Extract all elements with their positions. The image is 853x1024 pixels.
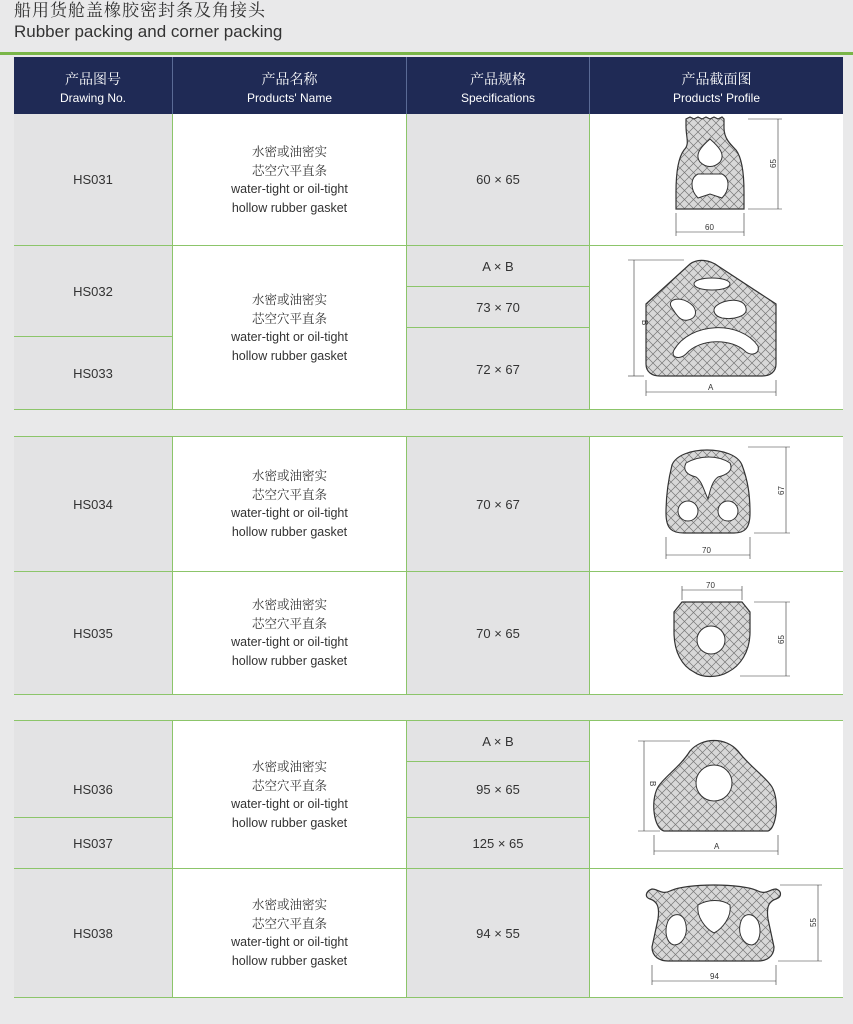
name-en-line2: hollow rubber gasket <box>231 654 348 668</box>
name-en-line1: water-tight or oil-tight <box>231 935 348 949</box>
header-specifications-en: Specifications <box>460 91 536 105</box>
code-hs033: HS033 <box>73 366 113 381</box>
name-cn-line1: 水密或油密实 <box>251 143 327 159</box>
column-divider <box>406 721 407 997</box>
product-name-hs032-hs033 <box>173 246 406 410</box>
dim-width-hs038: 94 <box>710 972 719 981</box>
spec-hs035: 70 × 65 <box>476 625 520 641</box>
dim-width-hs035: 70 <box>706 581 715 590</box>
name-en-line2: hollow rubber gasket <box>231 200 348 215</box>
header-products-profile-en: Products' Profile <box>673 91 760 105</box>
title-chinese: 船用货舱盖橡胶密封条及角接头 <box>14 1 266 21</box>
dim-height-hs034: 67 <box>777 486 786 495</box>
profile-hs032-hs033 <box>590 246 843 410</box>
profile-drawing-hs035 <box>590 572 843 694</box>
product-name-hs034 <box>173 437 406 571</box>
spec-hs031: 60 × 65 <box>476 172 520 187</box>
dim-height-hs031: 65 <box>769 159 778 168</box>
profile-drawing-hs034 <box>590 437 843 571</box>
header-products-name <box>173 57 406 114</box>
column-divider <box>589 437 590 694</box>
header-drawing-no <box>14 57 172 114</box>
header-products-profile-cn: 产品截面图 <box>681 72 752 88</box>
name-en-line1: water-tight or oil-tight <box>231 181 348 196</box>
name-cn-line1: 水密或油密实 <box>251 597 327 612</box>
profile-hs034 <box>590 437 843 571</box>
profile-drawing-hs032 <box>590 246 843 410</box>
header-products-name-cn: 产品名称 <box>261 72 318 88</box>
name-en-line1: water-tight or oil-tight <box>231 330 348 344</box>
table-header <box>14 57 843 114</box>
code-hs031: HS031 <box>73 172 113 187</box>
profile-hs031 <box>590 114 843 245</box>
name-en-line2: hollow rubber gasket <box>231 954 348 968</box>
spec-label-axb-2: A × B <box>482 733 514 749</box>
column-divider <box>172 437 173 694</box>
spec-hs036: 95 × 65 <box>476 782 520 797</box>
dim-width-group2: A <box>714 842 720 851</box>
table-block-1 <box>14 114 843 410</box>
name-en-line1: water-tight or oil-tight <box>231 796 348 811</box>
dim-height-group2: B <box>648 781 657 787</box>
name-cn-line2: 芯空穴平直条 <box>251 162 327 178</box>
spec-hs038: 94 × 55 <box>476 925 520 941</box>
product-name-hs035 <box>173 572 406 694</box>
dim-width-group1: A <box>708 383 714 392</box>
column-divider <box>406 437 407 694</box>
column-divider <box>172 721 173 997</box>
header-products-profile <box>590 57 843 114</box>
spec-label-axb: A × B <box>482 258 514 274</box>
table-block-2 <box>14 436 843 695</box>
spec-hs037: 125 × 65 <box>472 835 524 851</box>
spec-hs032: 73 × 70 <box>476 299 520 315</box>
dim-height-group1: B <box>640 320 649 326</box>
code-hs035: HS035 <box>73 625 113 641</box>
dim-width-hs031: 60 <box>705 223 714 232</box>
profile-drawing-hs031 <box>590 114 843 245</box>
header-products-name-en: Products' Name <box>247 91 332 105</box>
code-hs036: HS036 <box>73 781 113 797</box>
title-english: Rubber packing and corner packing <box>14 21 283 41</box>
product-name-hs038 <box>173 869 406 997</box>
name-cn-line1: 水密或油密实 <box>251 897 327 912</box>
dim-height-hs035: 65 <box>777 635 786 644</box>
profile-hs038 <box>590 869 843 997</box>
column-divider <box>406 114 407 410</box>
code-hs032: HS032 <box>73 283 113 299</box>
dim-height-hs038: 55 <box>809 918 818 927</box>
code-hs034: HS034 <box>73 496 113 512</box>
header-specifications-cn: 产品规格 <box>470 72 526 88</box>
column-divider <box>172 114 173 410</box>
header-drawing-no-en: Drawing No. <box>59 91 127 105</box>
name-cn-line2: 芯空穴平直条 <box>251 916 327 931</box>
profile-drawing-hs038 <box>590 869 843 997</box>
name-cn-line1: 水密或油密实 <box>251 468 327 483</box>
block-bottom-rule <box>14 694 843 695</box>
name-en-line2: hollow rubber gasket <box>231 815 348 830</box>
profile-hs035 <box>590 572 843 694</box>
profile-drawing-hs036 <box>590 721 843 868</box>
column-divider <box>589 114 590 410</box>
block-bottom-rule <box>14 997 843 998</box>
table-block-3 <box>14 720 843 998</box>
spec-hs034: 70 × 67 <box>476 496 520 512</box>
column-divider <box>589 721 590 997</box>
code-hs037: HS037 <box>73 835 113 851</box>
name-cn-line1: 水密或油密实 <box>251 292 327 307</box>
block-bottom-rule <box>14 409 843 410</box>
name-cn-line2: 芯空穴平直条 <box>251 311 327 326</box>
page-title <box>14 2 282 41</box>
name-cn-line1: 水密或油密实 <box>251 758 327 774</box>
name-cn-line2: 芯空穴平直条 <box>251 487 327 502</box>
header-specifications <box>407 57 589 114</box>
header-drawing-no-cn: 产品图号 <box>65 72 121 88</box>
name-cn-line2: 芯空穴平直条 <box>251 777 327 793</box>
dim-width-hs034: 70 <box>702 546 711 555</box>
product-name-hs031 <box>173 114 406 245</box>
name-cn-line2: 芯空穴平直条 <box>251 616 327 631</box>
profile-hs036-hs037 <box>590 721 843 868</box>
name-en-line1: water-tight or oil-tight <box>231 635 348 649</box>
name-en-line2: hollow rubber gasket <box>231 525 348 539</box>
product-name-hs036-hs037 <box>173 721 406 868</box>
name-en-line2: hollow rubber gasket <box>231 349 348 363</box>
title-rule <box>0 52 853 55</box>
code-hs038: HS038 <box>73 925 113 941</box>
spec-hs033: 72 × 67 <box>476 361 520 377</box>
name-en-line1: water-tight or oil-tight <box>231 506 348 520</box>
